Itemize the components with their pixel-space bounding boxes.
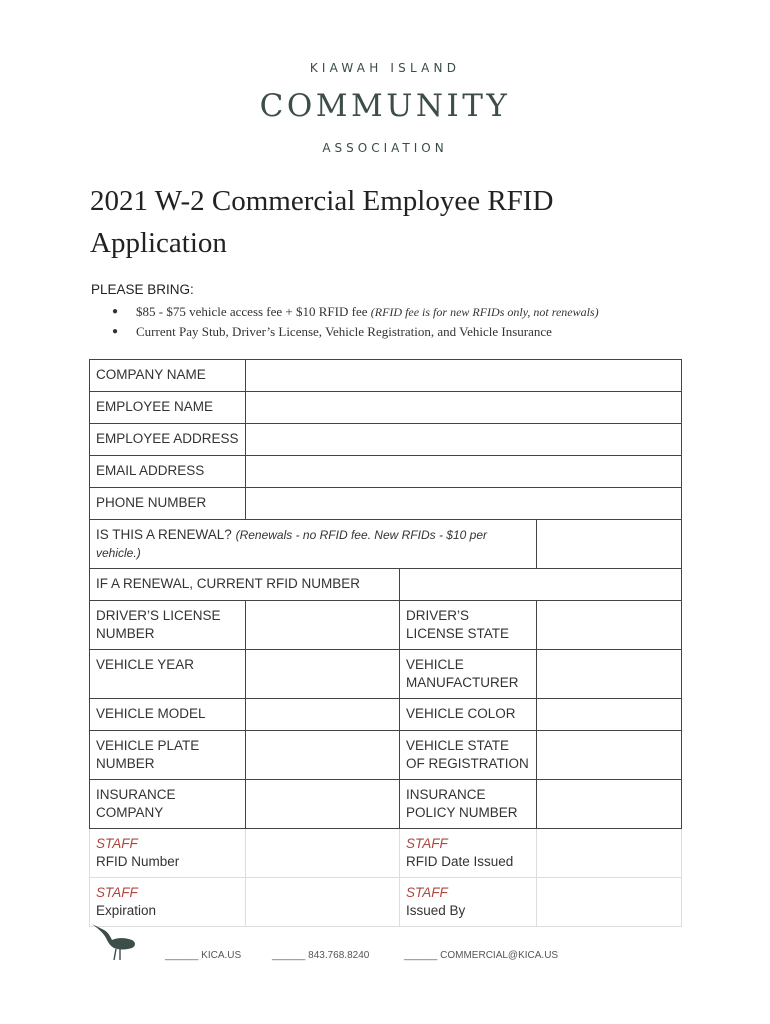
vehicle-color-label: VEHICLE COLOR bbox=[400, 699, 537, 731]
vehicle-year-label: VEHICLE YEAR bbox=[90, 650, 246, 699]
staff-rfid-date-text: RFID Date Issued bbox=[406, 854, 514, 869]
heron-bird-icon bbox=[90, 920, 138, 962]
vehicle-model-field[interactable] bbox=[246, 699, 400, 731]
please-bring-label: PLEASE BRING: bbox=[91, 282, 194, 297]
staff-tag: STAFF bbox=[406, 885, 448, 900]
plate-number-label: VEHICLE PLATE NUMBER bbox=[90, 731, 246, 780]
dl-number-label: DRIVER’S LICENSE NUMBER bbox=[90, 601, 246, 650]
fee-text: $85 - $75 vehicle access fee + $10 RFID fee bbox=[136, 304, 371, 319]
staff-rfid-date-field[interactable] bbox=[537, 829, 682, 878]
employee-name-label: EMPLOYEE NAME bbox=[90, 392, 246, 424]
company-name-label: COMPANY NAME bbox=[90, 360, 246, 392]
logo-bottom-text: ASSOCIATION bbox=[322, 141, 448, 155]
staff-expiration-text: Expiration bbox=[96, 903, 157, 918]
employee-address-label: EMPLOYEE ADDRESS bbox=[90, 424, 246, 456]
staff-expiration-field[interactable] bbox=[246, 878, 400, 927]
staff-tag: STAFF bbox=[96, 885, 138, 900]
plate-number-field[interactable] bbox=[246, 731, 400, 780]
staff-issued-by-text: Issued By bbox=[406, 903, 466, 918]
insurance-company-label: INSURANCE COMPANY bbox=[90, 780, 246, 829]
renewal-hint: (Renewals - no RFID fee. New RFIDs - $10 per vehicle.) bbox=[96, 528, 487, 560]
footer-phone[interactable]: ______ 843.768.8240 bbox=[272, 950, 370, 961]
staff-rfid-number-label bbox=[90, 829, 246, 878]
vehicle-manufacturer-field[interactable] bbox=[537, 650, 682, 699]
email-address-field[interactable] bbox=[246, 456, 682, 488]
insurance-policy-field[interactable] bbox=[537, 780, 682, 829]
current-rfid-field[interactable] bbox=[400, 569, 682, 601]
phone-number-field[interactable] bbox=[246, 488, 682, 520]
current-rfid-label: IF A RENEWAL, CURRENT RFID NUMBER bbox=[90, 569, 400, 601]
vehicle-color-field[interactable] bbox=[537, 699, 682, 731]
vehicle-manufacturer-label: VEHICLE MANUFACTURER bbox=[400, 650, 537, 699]
insurance-policy-label: INSURANCE POLICY NUMBER bbox=[400, 780, 537, 829]
bullet-icon: ● bbox=[112, 326, 119, 337]
list-item bbox=[112, 302, 599, 322]
staff-rfid-number-field[interactable] bbox=[246, 829, 400, 878]
logo-top-text: KIAWAH ISLAND bbox=[309, 61, 461, 75]
please-bring-list bbox=[112, 302, 599, 342]
state-registration-label: VEHICLE STATE OF REGISTRATION bbox=[400, 731, 537, 780]
staff-rfid-date-label bbox=[400, 829, 537, 878]
dl-state-label: DRIVER’S LICENSE STATE bbox=[400, 601, 537, 650]
email-address-label: EMAIL ADDRESS bbox=[90, 456, 246, 488]
staff-rfid-number-text: RFID Number bbox=[96, 854, 180, 869]
state-registration-field[interactable] bbox=[537, 731, 682, 780]
documents-text: Current Pay Stub, Driver’s License, Vehicle Registration, and Vehicle Insurance bbox=[136, 324, 552, 339]
insurance-company-field[interactable] bbox=[246, 780, 400, 829]
list-item bbox=[112, 322, 599, 342]
employee-address-field[interactable] bbox=[246, 424, 682, 456]
dl-state-field[interactable] bbox=[537, 601, 682, 650]
footer-email[interactable]: ______ COMMERCIAL@KICA.US bbox=[404, 950, 559, 961]
employee-name-field[interactable] bbox=[246, 392, 682, 424]
footer-website[interactable]: ______ KICA.US bbox=[165, 950, 242, 961]
phone-number-label: PHONE NUMBER bbox=[90, 488, 246, 520]
renewal-question: IS THIS A RENEWAL? bbox=[96, 527, 232, 542]
company-name-field[interactable] bbox=[246, 360, 682, 392]
logo-main-text: COMMUNITY bbox=[259, 88, 511, 124]
vehicle-year-field[interactable] bbox=[246, 650, 400, 699]
application-form-table bbox=[89, 359, 682, 927]
bullet-icon: ● bbox=[112, 306, 119, 317]
renewal-label bbox=[90, 520, 537, 569]
staff-issued-by-label bbox=[400, 878, 537, 927]
renewal-field[interactable] bbox=[537, 520, 682, 569]
staff-issued-by-field[interactable] bbox=[537, 878, 682, 927]
vehicle-model-label: VEHICLE MODEL bbox=[90, 699, 246, 731]
dl-number-field[interactable] bbox=[246, 601, 400, 650]
fee-note: (RFID fee is for new RFIDs only, not renewals) bbox=[370, 305, 599, 319]
staff-tag: STAFF bbox=[96, 836, 138, 851]
page-title: 2021 W-2 Commercial Employee RFID Application bbox=[90, 185, 554, 259]
staff-tag: STAFF bbox=[406, 836, 448, 851]
